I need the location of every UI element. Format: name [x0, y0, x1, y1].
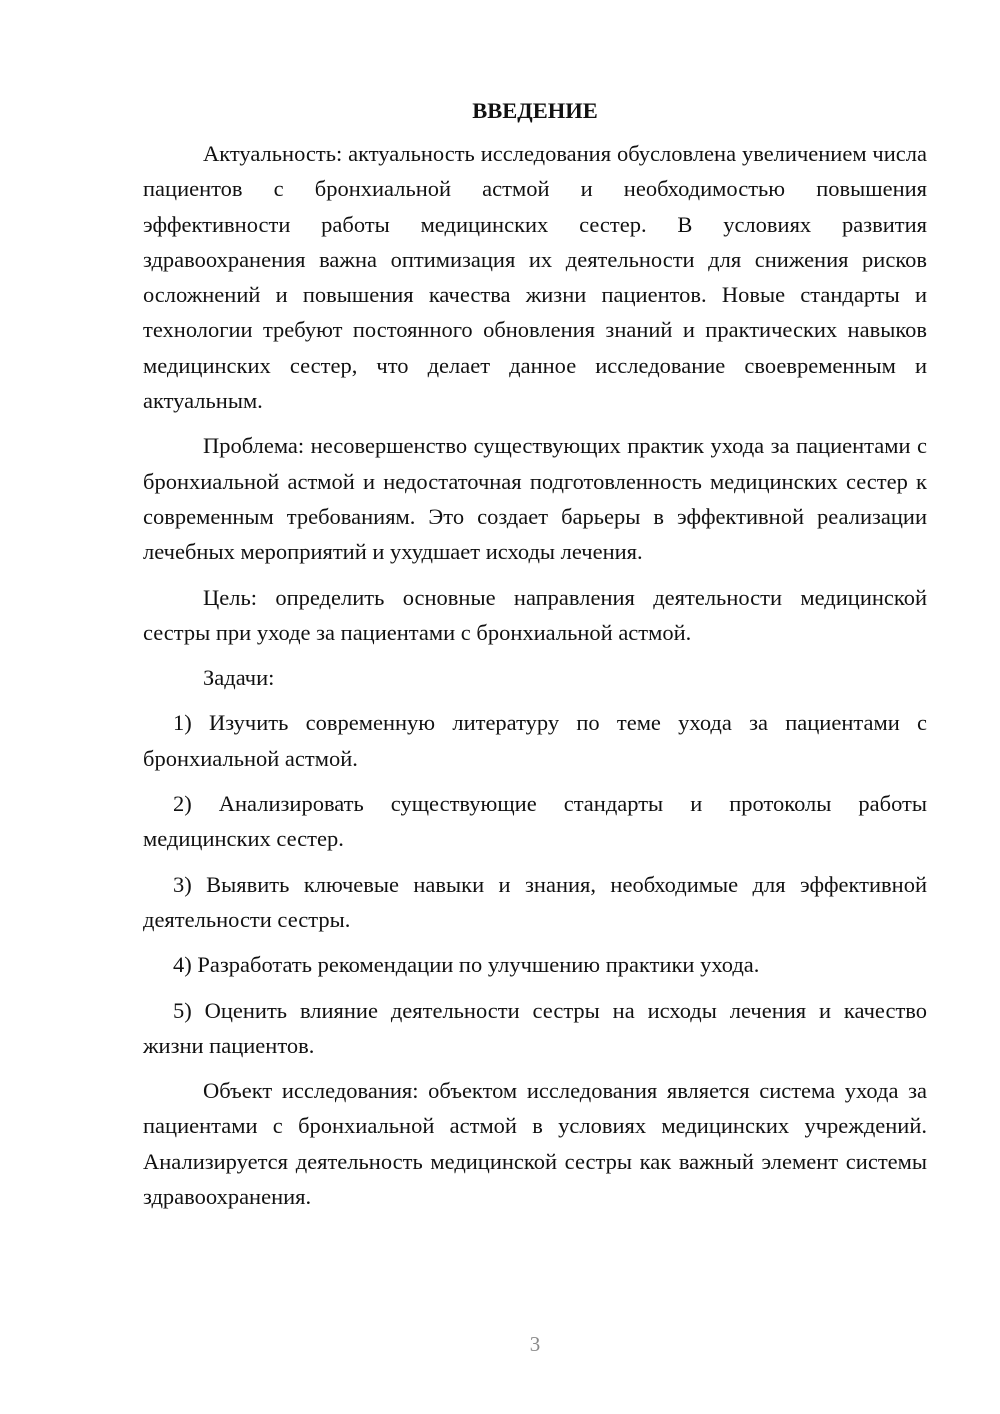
paragraph-relevance: Актуальность: актуальность исследования обусловлена увеличением числа пациентов с бронхиальной астмой и необходимостью повышения эффективности работы медицинских сестер. В условиях развития здравоохранения важна оптимизация их деятельности для снижения рисков осложнений и повышения качества жизни пациентов. Новые стандарты и технологии требуют постоянного обновления знаний и практических навыков медицинских сестер, что делает данное исследование своевременным и актуальным.	[143, 141, 927, 414]
page-number: 3	[529, 1332, 541, 1356]
task-item-1: 1) Изучить современную литературу по теме ухода за пациентами с бронхиальной астмой.	[143, 710, 927, 771]
page-title: ВВЕДЕНИЕ	[472, 98, 598, 123]
task-item-3: 3) Выявить ключевые навыки и знания, необходимые для эффективной деятельности сестры.	[143, 871, 927, 932]
paragraph-research-object: Объект исследования: объектом исследования является система ухода за пациентами с бронхиальной астмой в условиях медицинских учреждений. Анализируется деятельность медицинской сестры как важный элемент системы здравоохранения.	[143, 1078, 927, 1210]
task-item-5: 5) Оценить влияние деятельности сестры на исходы лечения и качество жизни пациентов.	[143, 997, 927, 1058]
paragraph-tasks-heading: Задачи:	[203, 665, 275, 691]
task-item-4: 4) Разработать рекомендации по улучшению практики ухода.	[173, 952, 760, 978]
paragraph-problem: Проблема: несовершенство существующих практик ухода за пациентами с бронхиальной астмой и недостаточная подготовленность медицинских сестер к современным требованиям. Это создает барьеры в эффективной реализации лечебных мероприятий и ухудшает исходы лечения.	[143, 433, 927, 565]
paragraph-goal: Цель: определить основные направления деятельности медицинской сестры при уходе за пациентами с бронхиальной астмой.	[143, 584, 927, 645]
document-body	[143, 96, 927, 1224]
task-item-2: 2) Анализировать существующие стандарты и протоколы работы медицинских сестер.	[143, 791, 927, 852]
